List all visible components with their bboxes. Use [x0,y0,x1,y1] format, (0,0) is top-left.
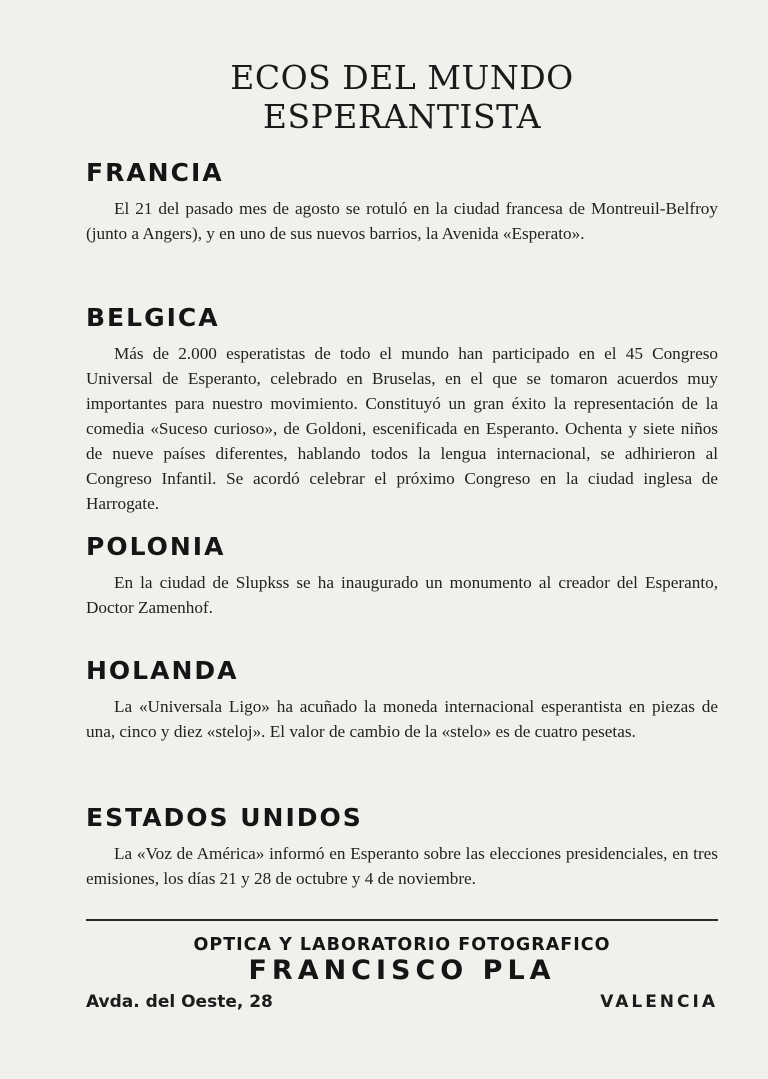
section-body-belgica: Más de 2.000 esperatistas de todo el mundo han participado en el 45 Congreso Universal de Esperanto, celebrado en Bruselas, en el que se tomaron acuerdos muy importantes para nuestro movimiento. Constituyó un gran éxito la representación de la comedia «Suceso curioso», de Goldoni, escenificada en Esperanto. Ochenta y siete niños de nueve países diferentes, hablando todos la lengua internacional, se adhirieron al Congreso Infantil. Se acordó celebrar el próximo Congreso en la ciudad inglesa de Harrogate. [86,344,718,513]
section-body-polonia: En la ciudad de Slupkss se ha inaugurado un monumento al creador del Esperanto, Doctor Zamenhof. [86,573,718,617]
section-heading-belgica: BELGICA [86,303,220,332]
ad-business-type: OPTICA Y LABORATORIO FOTOGRAFICO [193,935,611,955]
footer-divider [86,919,718,921]
section-heading-estados-unidos: ESTADOS UNIDOS [86,803,363,832]
ad-city: VALENCIA [600,992,718,1012]
section-body-holanda: La «Universala Ligo» ha acuñado la moneda internacional esperantista en piezas de una, cinco y diez «steloj». El valor de cambio de la «stelo» es de cuatro pesetas. [86,697,718,741]
ad-address: Avda. del Oeste, 28 [86,992,273,1012]
section-heading-holanda: HOLANDA [86,656,239,685]
ad-business-name: FRANCISCO PLA [248,955,556,986]
section-heading-polonia: POLONIA [86,532,226,561]
page-title: ECOS DEL MUNDO ESPERANTISTA [230,58,574,136]
section-body-estados-unidos: La «Voz de América» informó en Esperanto sobre las elecciones presidenciales, en tres emisiones, los días 21 y 28 de octubre y 4 de noviembre. [86,844,718,888]
section-heading-francia: FRANCIA [86,158,224,187]
section-body-francia: El 21 del pasado mes de agosto se rotuló en la ciudad francesa de Montreuil-Belfroy (junto a Angers), y en uno de sus nuevos barrios, la Avenida «Esperato». [86,199,718,243]
